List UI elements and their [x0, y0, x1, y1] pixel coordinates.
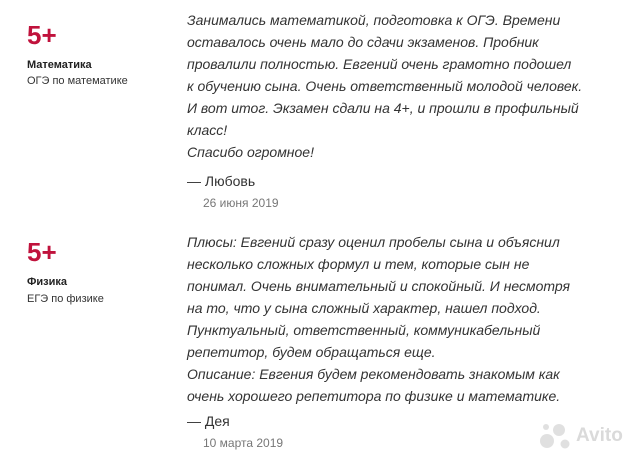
- review-text: [187, 231, 617, 407]
- review-line: понимал. Очень внимательный и спокойный. И несмотря: [187, 278, 571, 294]
- exam-type: ЕГЭ по физике: [27, 293, 104, 305]
- review-line: класс!: [187, 122, 228, 138]
- review-line: очень хорошего репетитора по физике и математике.: [187, 388, 561, 404]
- review-line: к обучению сына. Очень ответственный молодой человек.: [187, 78, 583, 94]
- avito-watermark: [538, 418, 638, 454]
- review-line: Спасибо огромное!: [187, 144, 314, 160]
- review-line: провалили полностью. Евгений очень грамотно подошел: [187, 56, 572, 72]
- avito-wordmark: Avito: [576, 425, 623, 446]
- review-line: репетитор, будем обращаться еще.: [187, 344, 436, 360]
- exam-type: ОГЭ по математике: [27, 75, 128, 87]
- subject-title: Физика: [27, 276, 68, 288]
- grade-badge: 5+: [27, 20, 57, 50]
- review-date: 26 июня 2019: [203, 196, 279, 210]
- avito-logo-icon: [538, 421, 574, 451]
- review-author: — Дея: [187, 413, 230, 429]
- review-text: [187, 9, 617, 163]
- review-line: Плюсы: Евгений сразу оценил пробелы сына и объяснил: [187, 234, 560, 250]
- review-author: — Любовь: [187, 173, 256, 189]
- review-line: на то, что у сына сложный характер, нашел подход.: [187, 300, 541, 316]
- review-line: Занимались математикой, подготовка к ОГЭ. Времени: [187, 12, 561, 28]
- review-line: Описание: Евгения будем рекомендовать знакомым как: [187, 366, 560, 382]
- review-date: 10 марта 2019: [203, 436, 284, 450]
- review-line: несколько сложных формул и тем, которые сын не: [187, 256, 530, 272]
- review-line: Пунктуальный, ответственный, коммуникабельный: [187, 322, 541, 338]
- grade-badge: 5+: [27, 237, 57, 267]
- review-line: оставалось очень мало до сдачи экзаменов. Пробник: [187, 34, 539, 50]
- review-line: И вот итог. Экзамен сдали на 4+, и прошли в профильный: [187, 100, 579, 116]
- subject-title: Математика: [27, 59, 92, 71]
